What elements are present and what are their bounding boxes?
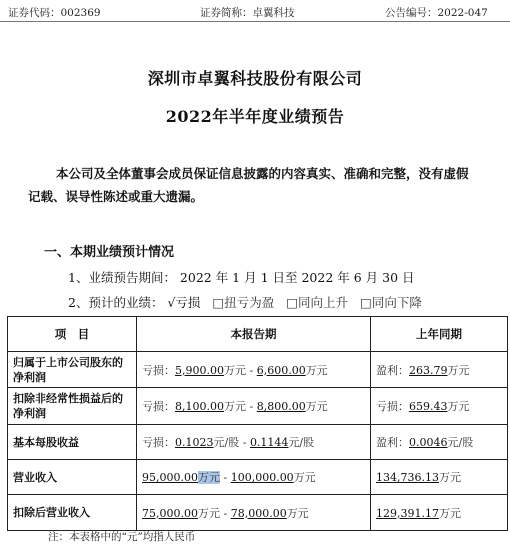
current-period-value: 亏损：0.1023元/股 - 0.1144元/股	[137, 425, 371, 460]
row-label: 扣除后营业收入	[8, 495, 137, 531]
security-short-name: 证券简称：卓翼科技	[200, 7, 295, 19]
header-divider	[0, 21, 510, 22]
row-label: 归属于上市公司股东的 净利润	[8, 352, 137, 388]
board-statement	[28, 162, 498, 208]
option-loss: √亏损	[167, 295, 201, 310]
option-turnaround: □扭亏为盈	[212, 295, 275, 310]
col-header-item: 项 目	[8, 317, 137, 352]
row-label: 基本每股收益	[8, 425, 137, 460]
row-label: 扣除非经常性损益后的 净利润	[8, 388, 137, 425]
option-decrease: □同向下降	[360, 295, 422, 310]
col-header-previous: 上年同期	[371, 317, 508, 352]
table-row	[8, 495, 508, 531]
previous-period-value: 129,391.17万元	[371, 495, 508, 531]
previous-period-value: 亏损：659.43万元	[371, 388, 508, 425]
checkbox-empty-icon: □	[360, 295, 372, 310]
forecast-type	[68, 293, 430, 311]
forecast-period: 1、业绩预告期间： 2022 年 1 月 1 日至 2022 年 6 月 30 日	[68, 270, 415, 285]
security-code: 证券代码：002369	[8, 7, 101, 19]
current-period-value: 95,000.00万元 - 100,000.00万元	[137, 460, 371, 495]
table-row	[8, 388, 508, 425]
announcement-number: 公告编号：2022-047	[385, 7, 488, 19]
previous-period-value: 盈利：0.0046元/股	[371, 425, 508, 460]
forecast-table	[7, 316, 508, 531]
table-row	[8, 425, 508, 460]
statement-line-1: 本公司及全体董事会成员保证信息披露的内容真实、准确和完整，没有虚假	[56, 166, 469, 181]
current-period-value: 亏损：8,100.00万元 - 8,800.00万元	[137, 388, 371, 425]
current-period-value: 亏损：5,900.00万元 - 6,600.00万元	[137, 352, 371, 388]
col-header-current: 本报告期	[137, 317, 371, 352]
option-increase: □同向上升	[286, 295, 349, 310]
forecast-type-label: 2、预计的业绩：	[68, 295, 164, 310]
statement-line-2: 记载、误导性陈述或重大遗漏。	[28, 189, 204, 204]
checkbox-empty-icon: □	[286, 295, 299, 310]
table-row	[8, 352, 508, 388]
current-period-value: 75,000.00万元 - 78,000.00万元	[137, 495, 371, 531]
check-mark-icon: √	[167, 295, 176, 310]
selected-unit-highlight: 万元	[197, 471, 220, 484]
section-heading: 一、本期业绩预计情况	[44, 245, 175, 260]
report-title: 2022年半年度业绩预告	[165, 107, 345, 126]
currency-note: 注：本表格中的“元”均指人民币	[48, 531, 196, 543]
previous-period-value: 134,736.13万元	[371, 460, 508, 495]
checkbox-empty-icon: □	[212, 295, 225, 310]
table-row	[8, 460, 508, 495]
company-title: 深圳市卓翼科技股份有限公司	[147, 69, 363, 88]
table-header-row	[8, 317, 508, 352]
previous-period-value: 盈利：263.79万元	[371, 352, 508, 388]
row-label: 营业收入	[8, 460, 137, 495]
